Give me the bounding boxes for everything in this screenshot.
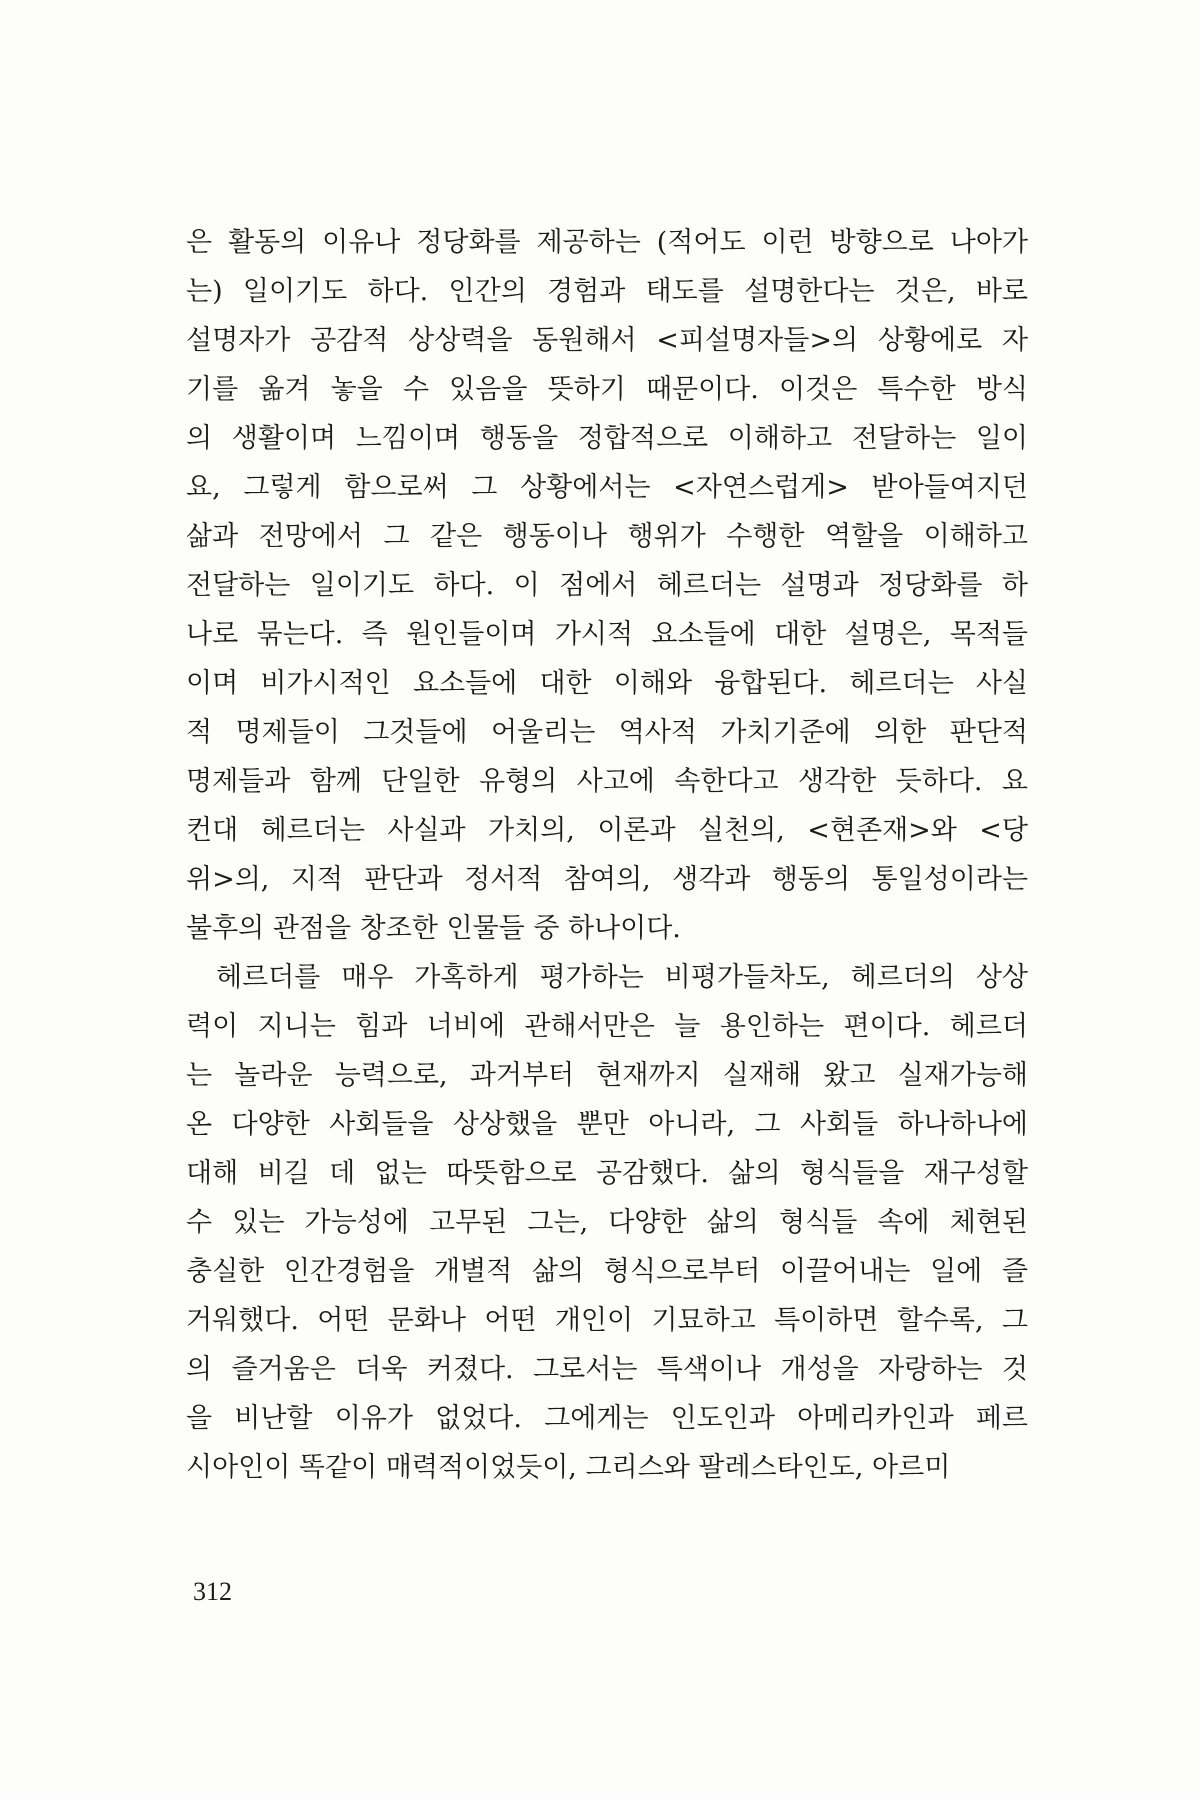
text-line: 은 활동의 이유나 정당화를 제공하는 (적어도 이런 방향으로 나아가 xyxy=(186,227,1028,258)
text-line: 위>의, 지적 판단과 정서적 참여의, 생각과 행동의 통일성이라는 xyxy=(186,864,1028,895)
text-line: 적 명제들이 그것들에 어울리는 역사적 가치기준에 의한 판단적 xyxy=(186,717,1028,748)
text-line: 력이 지니는 힘과 너비에 관해서만은 늘 용인하는 편이다. 헤르더 xyxy=(186,1011,1028,1042)
text-line: 시아인이 똑같이 매력적이었듯이, 그리스와 팔레스타인도, 아르미 xyxy=(186,1452,951,1483)
text-line: 기를 옮겨 놓을 수 있음을 뜻하기 때문이다. 이것은 특수한 방식 xyxy=(186,374,1028,405)
text-line: 대해 비길 데 없는 따뜻함으로 공감했다. 삶의 형식들을 재구성할 xyxy=(186,1158,1028,1189)
paragraph xyxy=(186,953,1028,1492)
text-line: 요, 그렇게 함으로써 그 상황에서는 <자연스럽게> 받아들여지던 xyxy=(186,472,1028,503)
text-line: 설명자가 공감적 상상력을 동원해서 <피설명자들>의 상황에로 자 xyxy=(186,325,1028,356)
paragraph xyxy=(186,218,1028,953)
text-line: 이며 비가시적인 요소들에 대한 이해와 융합된다. 헤르더는 사실 xyxy=(186,668,1028,699)
text-line: 충실한 인간경험을 개별적 삶의 형식으로부터 이끌어내는 일에 즐 xyxy=(186,1256,1028,1287)
page-number: 312 xyxy=(193,1577,232,1606)
text-line: 온 다양한 사회들을 상상했을 뿐만 아니라, 그 사회들 하나하나에 xyxy=(186,1109,1028,1140)
text-line: 명제들과 함께 단일한 유형의 사고에 속한다고 생각한 듯하다. 요 xyxy=(186,766,1028,797)
text-line: 을 비난할 이유가 없었다. 그에게는 인도인과 아메리카인과 페르 xyxy=(186,1403,1028,1434)
body-text xyxy=(186,218,1028,1492)
text-line: 수 있는 가능성에 고무된 그는, 다양한 삶의 형식들 속에 체현된 xyxy=(186,1207,1028,1238)
text-line: 전달하는 일이기도 하다. 이 점에서 헤르더는 설명과 정당화를 하 xyxy=(186,570,1028,601)
text-line: 나로 묶는다. 즉 원인들이며 가시적 요소들에 대한 설명은, 목적들 xyxy=(186,619,1028,650)
text-line: 삶과 전망에서 그 같은 행동이나 행위가 수행한 역할을 이해하고 xyxy=(186,521,1028,552)
text-line: 헤르더를 매우 가혹하게 평가하는 비평가들차도, 헤르더의 상상 xyxy=(216,962,1028,993)
text-line: 거워했다. 어떤 문화나 어떤 개인이 기묘하고 특이하면 할수록, 그 xyxy=(186,1305,1028,1336)
text-line: 의 생활이며 느낌이며 행동을 정합적으로 이해하고 전달하는 일이 xyxy=(186,423,1028,454)
text-line: 컨대 헤르더는 사실과 가치의, 이론과 실천의, <현존재>와 <당 xyxy=(186,815,1028,846)
text-line: 의 즐거움은 더욱 커졌다. 그로서는 특색이나 개성을 자랑하는 것 xyxy=(186,1354,1028,1385)
text-line: 는 놀라운 능력으로, 과거부터 현재까지 실재해 왔고 실재가능해 xyxy=(186,1060,1028,1091)
text-line: 불후의 관점을 창조한 인물들 중 하나이다. xyxy=(186,913,681,944)
text-line: 는) 일이기도 하다. 인간의 경험과 태도를 설명한다는 것은, 바로 xyxy=(186,276,1028,307)
